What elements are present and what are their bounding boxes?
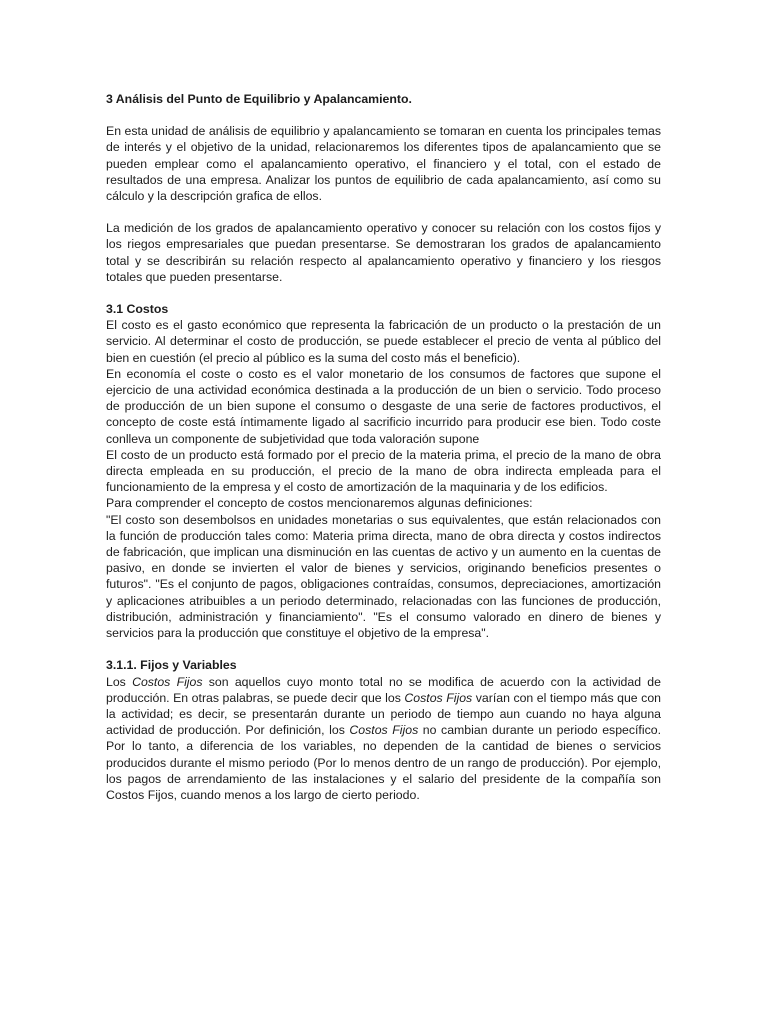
section-heading-fijos-variables: 3.1.1. Fijos y Variables — [106, 658, 237, 673]
costos-paragraph-1: El costo es el gasto económico que representa la fabricación de un producto o la prestación de un servicio. Al determinar el costo de producción, se puede establecer el precio de venta al público del bien en cuestión (el precio al público es la suma del costo más el beneficio). — [106, 318, 661, 365]
fijos-term-1: Costos Fijos — [132, 674, 203, 689]
fijos-term-3: Costos Fijos — [349, 723, 419, 738]
fijos-variables-paragraph — [106, 674, 661, 804]
intro-paragraph-1: En esta unidad de análisis de equilibrio y apalancamiento se tomaran en cuenta los principales temas de interés y el objetivo de la unidad, relacionaremos los diferentes tipos de apalancamiento que se pueden emplear como el apalancamiento operativo, el financiero y el total, con el estado de resultados de una empresa. Analizar los puntos de equilibrio de cada apalancamiento, así como su cálculo y la descripción grafica de ellos. — [106, 124, 661, 204]
costos-paragraph-3: El costo de un producto está formado por el precio de la materia prima, el precio de la mano de obra directa empleada en su producción, el precio de la mano de obra indirecta empleada para el funcionamiento de la empresa y el costo de amortización de la maquinaria y de los edificios. — [106, 447, 661, 495]
fijos-text-1: Los — [106, 674, 133, 689]
fijos-text-4: no cambian durante un periodo específico. Por lo tanto, a diferencia de los variables, no dependen de la cantidad de bienes o servicios producidos durante el mismo periodo (Por lo menos dentro de un rango de producción). Por ejemplo, los pagos de arrendamiento de las instalaciones y el salario del presidente de la compañía son Costos Fijos, cuando menos a los largo de cierto periodo. — [106, 723, 661, 802]
costos-paragraph-2: En economía el coste o costo es el valor monetario de los consumos de factores que supone el ejercicio de una actividad económica destinada a la producción de un bien o servicio. Todo proceso de producción de un bien supone el consumo o desgaste de una serie de factores productivos, el concepto de coste está íntimamente ligado al sacrificio incurrido para producir ese bien. Todo coste conlleva un componente de subjetividad que toda valoración supone — [106, 366, 661, 446]
costos-definitions-paragraph: "El costo son desembolsos en unidades monetarias o sus equivalentes, que están relacionados con la función de producción tales como: Materia prima directa, mano de obra directa y costos indirectos de fabricación, que implican una disminución en las cuentas de activo y un aumento en la cuentas de pasivo, en donde se invierten el valor de bienes y servicios, originando beneficios presentes o futuros". "Es el conjunto de pagos, obligaciones contraídas, consumos, depreciaciones, amortización y aplicaciones atribuibles a un periodo determinado, relacionadas con las funciones de producción, distribución, administración y financiamiento". "Es el consumo valorado en dinero de bienes y servicios para la producción que constituye el objetivo de la empresa". — [106, 512, 661, 641]
section-heading-costos: 3.1 Costos — [106, 302, 169, 317]
fijos-text-2: son aquellos cuyo monto total no se modifica de acuerdo con la actividad de producción. En otras palabras, se puede decir que los — [106, 674, 661, 705]
document-title: 3 Análisis del Punto de Equilibrio y Apalancamiento. — [106, 92, 412, 106]
document-page — [106, 91, 661, 803]
costos-paragraph-4: Para comprender el concepto de costos mencionaremos algunas definiciones: — [106, 496, 533, 511]
fijos-text-3: varían con el tiempo más que con la actividad; es decir, se presentarán durante un periodo de tiempo aun cuando no haya alguna actividad de producción. Por definición, los — [106, 690, 661, 738]
intro-paragraph-2: La medición de los grados de apalancamiento operativo y conocer su relación con los costos fijos y los riegos empresariales que puedan presentarse. Se demostraran los grados de apalancamiento total y se describirán su relación respecto al apalancamiento operativo y financiero y los riesgos totales que pueden presentarse. — [106, 221, 661, 284]
fijos-term-2: Costos Fijos — [404, 690, 473, 705]
